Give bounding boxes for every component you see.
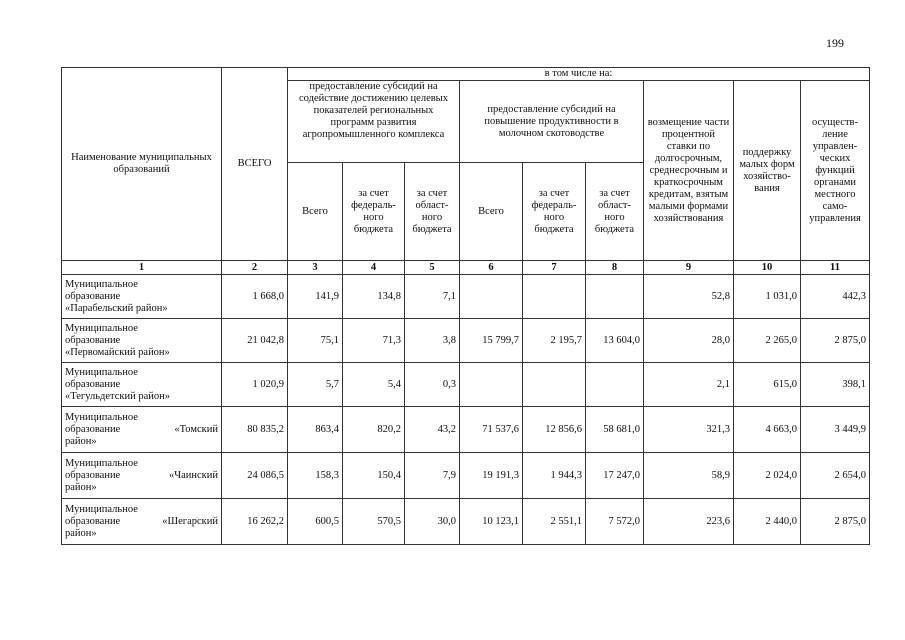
value-cell: 3,8 (405, 319, 460, 363)
municipality-name-line: район» (65, 481, 97, 493)
column-number: 3 (288, 261, 343, 275)
value-cell: 4 663,0 (734, 407, 801, 453)
value-cell: 58 681,0 (586, 407, 644, 453)
municipality-name-part: образование (65, 423, 121, 435)
value-cell: 43,2 (405, 407, 460, 453)
value-cell: 13 604,0 (586, 319, 644, 363)
column-number: 10 (734, 261, 801, 275)
value-cell: 10 123,1 (460, 499, 523, 545)
value-cell (460, 275, 523, 319)
municipality-name-line: Муниципальное (65, 411, 138, 423)
value-cell (586, 275, 644, 319)
value-cell: 2 265,0 (734, 319, 801, 363)
municipality-name-line: Муниципальное (65, 278, 138, 290)
value-cell: 1 944,3 (523, 453, 586, 499)
value-cell: 7 572,0 (586, 499, 644, 545)
value-cell (586, 363, 644, 407)
value-cell: 150,4 (343, 453, 405, 499)
value-cell: 75,1 (288, 319, 343, 363)
value-cell: 0,3 (405, 363, 460, 407)
municipality-name-line: «Первомайский район» (65, 346, 170, 358)
value-cell: 30,0 (405, 499, 460, 545)
value-cell: 58,9 (644, 453, 734, 499)
municipality-name-part: «Чаинский (169, 469, 218, 481)
value-cell: 863,4 (288, 407, 343, 453)
value-cell: 615,0 (734, 363, 801, 407)
column-number: 9 (644, 261, 734, 275)
column-number: 8 (586, 261, 644, 275)
municipality-name-line: Муниципальное (65, 503, 138, 515)
value-cell: 28,0 (644, 319, 734, 363)
value-cell: 2 024,0 (734, 453, 801, 499)
column-number: 6 (460, 261, 523, 275)
municipality-name (62, 407, 222, 453)
municipality-name (62, 275, 222, 319)
value-cell: 2 875,0 (801, 499, 870, 545)
municipality-name-line (65, 424, 218, 436)
value-cell: 2 551,1 (523, 499, 586, 545)
header-including: в том числе на: (288, 68, 870, 81)
value-cell: 134,8 (343, 275, 405, 319)
table-row (62, 407, 870, 453)
municipality-name (62, 319, 222, 363)
header-b-total: Всего (460, 163, 523, 261)
value-cell: 71,3 (343, 319, 405, 363)
municipality-name-line: район» (65, 527, 97, 539)
value-cell: 3 449,9 (801, 407, 870, 453)
value-cell: 570,5 (343, 499, 405, 545)
table-row (62, 319, 870, 363)
value-cell: 7,1 (405, 275, 460, 319)
municipality-name (62, 363, 222, 407)
table-row (62, 499, 870, 545)
page-number: 199 (826, 36, 844, 50)
municipality-name-line: «Парабельский район» (65, 302, 168, 314)
header-group-a: предоставление субсидий на содействие достижению целевых показателей региональных программ развития агропромышленного комплекса (288, 81, 460, 163)
table-row (62, 363, 870, 407)
value-cell (523, 275, 586, 319)
value-cell: 1 668,0 (222, 275, 288, 319)
column-number: 7 (523, 261, 586, 275)
municipality-name-line (65, 291, 218, 303)
value-cell: 80 835,2 (222, 407, 288, 453)
header-group-b: предоставление субсидий на повышение продуктивности в молочном скотоводстве (460, 81, 644, 163)
municipality-name-part: «Томский (174, 423, 218, 435)
data-table (61, 67, 870, 545)
value-cell: 321,3 (644, 407, 734, 453)
value-cell: 7,9 (405, 453, 460, 499)
municipality-name-part: образование (65, 378, 121, 390)
value-cell: 2 440,0 (734, 499, 801, 545)
value-cell: 2 654,0 (801, 453, 870, 499)
value-cell: 15 799,7 (460, 319, 523, 363)
value-cell: 17 247,0 (586, 453, 644, 499)
municipality-name-part: образование (65, 290, 121, 302)
header-col9: возмещение части процентной ставки по долгосрочным, среднесрочным и краткосрочным кредитам, взятым малыми формами хозяйствования (644, 81, 734, 261)
municipality-name-part: образование (65, 334, 121, 346)
header-total: ВСЕГО (222, 68, 288, 261)
column-number: 5 (405, 261, 460, 275)
value-cell: 19 191,3 (460, 453, 523, 499)
header-a-federal: за счет федераль-ного бюджета (343, 163, 405, 261)
municipality-name-line (65, 516, 218, 528)
value-cell (523, 363, 586, 407)
column-number-row (62, 261, 870, 275)
value-cell: 21 042,8 (222, 319, 288, 363)
municipality-name (62, 453, 222, 499)
table-row (62, 453, 870, 499)
header-a-total: Всего (288, 163, 343, 261)
municipality-name-part: «Шегарский (162, 515, 218, 527)
value-cell: 820,2 (343, 407, 405, 453)
value-cell: 398,1 (801, 363, 870, 407)
column-number: 4 (343, 261, 405, 275)
value-cell: 600,5 (288, 499, 343, 545)
value-cell: 52,8 (644, 275, 734, 319)
municipality-name-line: Муниципальное (65, 457, 138, 469)
value-cell: 442,3 (801, 275, 870, 319)
value-cell (460, 363, 523, 407)
value-cell: 158,3 (288, 453, 343, 499)
value-cell: 2 875,0 (801, 319, 870, 363)
value-cell: 12 856,6 (523, 407, 586, 453)
municipality-name-line: «Тегульдетский район» (65, 390, 171, 402)
header-a-regional: за счет област-ного бюджета (405, 163, 460, 261)
header-b-regional: за счет област-ного бюджета (586, 163, 644, 261)
municipality-name-line: Муниципальное (65, 322, 138, 334)
header-col10: поддержку малых форм хозяйство-вания (734, 81, 801, 261)
column-number: 1 (62, 261, 222, 275)
value-cell: 1 031,0 (734, 275, 801, 319)
value-cell: 71 537,6 (460, 407, 523, 453)
municipality-name-part: образование (65, 515, 121, 527)
column-number: 11 (801, 261, 870, 275)
value-cell: 2,1 (644, 363, 734, 407)
column-number: 2 (222, 261, 288, 275)
municipality-name-part: образование (65, 469, 121, 481)
value-cell: 2 195,7 (523, 319, 586, 363)
value-cell: 141,9 (288, 275, 343, 319)
municipality-name-line (65, 379, 218, 391)
municipality-name-line: Муниципальное (65, 366, 138, 378)
value-cell: 5,7 (288, 363, 343, 407)
municipality-name (62, 499, 222, 545)
municipality-name-line (65, 470, 218, 482)
municipality-name-line: район» (65, 435, 97, 447)
header-col11: осуществ-ление управлен-ческих функций органами местного само-управления (801, 81, 870, 261)
value-cell: 5,4 (343, 363, 405, 407)
value-cell: 24 086,5 (222, 453, 288, 499)
value-cell: 16 262,2 (222, 499, 288, 545)
table-body (62, 275, 870, 545)
header-name: Наименование муниципальных образований (62, 68, 222, 261)
header-b-federal: за счет федераль-ного бюджета (523, 163, 586, 261)
municipality-name-line (65, 335, 218, 347)
table-row (62, 275, 870, 319)
value-cell: 223,6 (644, 499, 734, 545)
value-cell: 1 020,9 (222, 363, 288, 407)
